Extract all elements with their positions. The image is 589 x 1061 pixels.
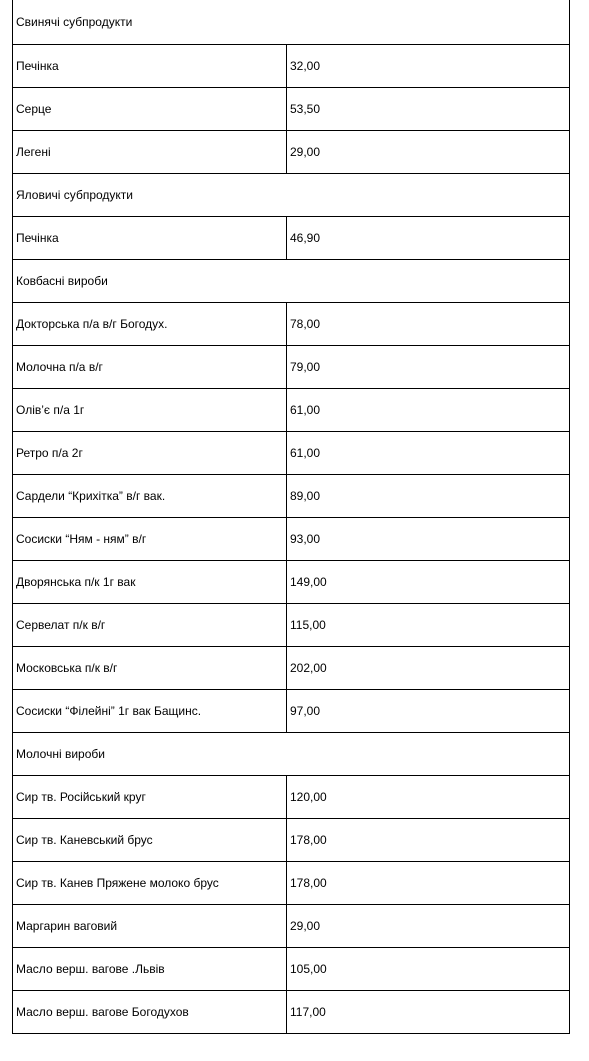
product-name: Олів’є п/а 1г (13, 389, 287, 432)
product-name: Печінка (13, 217, 287, 260)
product-name: Сир тв. Каневський брус (13, 819, 287, 862)
product-name: Масло верш. вагове .Львів (13, 948, 287, 991)
product-price: 29,00 (287, 905, 570, 948)
section-header-row (13, 733, 570, 776)
product-name: Московська п/к в/г (13, 647, 287, 690)
product-name: Ретро п/а 2г (13, 432, 287, 475)
product-name: Сервелат п/к в/г (13, 604, 287, 647)
product-name: Масло верш. вагове Богодухов (13, 991, 287, 1034)
table-row (13, 690, 570, 733)
table-row (13, 561, 570, 604)
table-row (13, 45, 570, 88)
table-row (13, 131, 570, 174)
product-price: 89,00 (287, 475, 570, 518)
product-price: 202,00 (287, 647, 570, 690)
section-header-row (13, 0, 570, 45)
product-price: 178,00 (287, 862, 570, 905)
product-price: 32,00 (287, 45, 570, 88)
product-price: 61,00 (287, 389, 570, 432)
product-price: 53,50 (287, 88, 570, 131)
section-title: Яловичі субпродукти (13, 174, 570, 217)
price-table-body (13, 0, 570, 1034)
table-row (13, 647, 570, 690)
product-name: Легені (13, 131, 287, 174)
table-row (13, 819, 570, 862)
product-name: Сосиски “Філейні” 1г вак Бащинс. (13, 690, 287, 733)
product-price: 178,00 (287, 819, 570, 862)
table-row (13, 862, 570, 905)
table-row (13, 991, 570, 1034)
product-name: Печінка (13, 45, 287, 88)
product-price: 105,00 (287, 948, 570, 991)
table-row (13, 948, 570, 991)
product-name: Маргарин ваговий (13, 905, 287, 948)
product-price: 93,00 (287, 518, 570, 561)
table-row (13, 432, 570, 475)
product-price: 61,00 (287, 432, 570, 475)
table-row (13, 217, 570, 260)
product-price: 46,90 (287, 217, 570, 260)
table-row (13, 604, 570, 647)
product-name: Сир тв. Російський круг (13, 776, 287, 819)
price-table (12, 0, 570, 1034)
product-name: Серце (13, 88, 287, 131)
product-price: 79,00 (287, 346, 570, 389)
table-row (13, 905, 570, 948)
section-header-row (13, 174, 570, 217)
product-price: 78,00 (287, 303, 570, 346)
table-row (13, 776, 570, 819)
table-row (13, 475, 570, 518)
product-price: 97,00 (287, 690, 570, 733)
section-title: Свинячі субпродукти (13, 0, 570, 45)
product-name: Сардели “Крихітка” в/г вак. (13, 475, 287, 518)
product-name: Молочна п/а в/г (13, 346, 287, 389)
product-name: Сосиски “Ням - ням” в/г (13, 518, 287, 561)
product-name: Сир тв. Канев Пряжене молоко брус (13, 862, 287, 905)
product-price: 120,00 (287, 776, 570, 819)
table-row (13, 389, 570, 432)
product-price: 29,00 (287, 131, 570, 174)
table-row (13, 346, 570, 389)
product-name: Докторська п/а в/г Богодух. (13, 303, 287, 346)
product-price: 117,00 (287, 991, 570, 1034)
section-title: Молочні вироби (13, 733, 570, 776)
product-price: 115,00 (287, 604, 570, 647)
section-header-row (13, 260, 570, 303)
product-name: Дворянська п/к 1г вак (13, 561, 287, 604)
section-title: Ковбасні вироби (13, 260, 570, 303)
table-row (13, 303, 570, 346)
table-row (13, 518, 570, 561)
table-row (13, 88, 570, 131)
product-price: 149,00 (287, 561, 570, 604)
